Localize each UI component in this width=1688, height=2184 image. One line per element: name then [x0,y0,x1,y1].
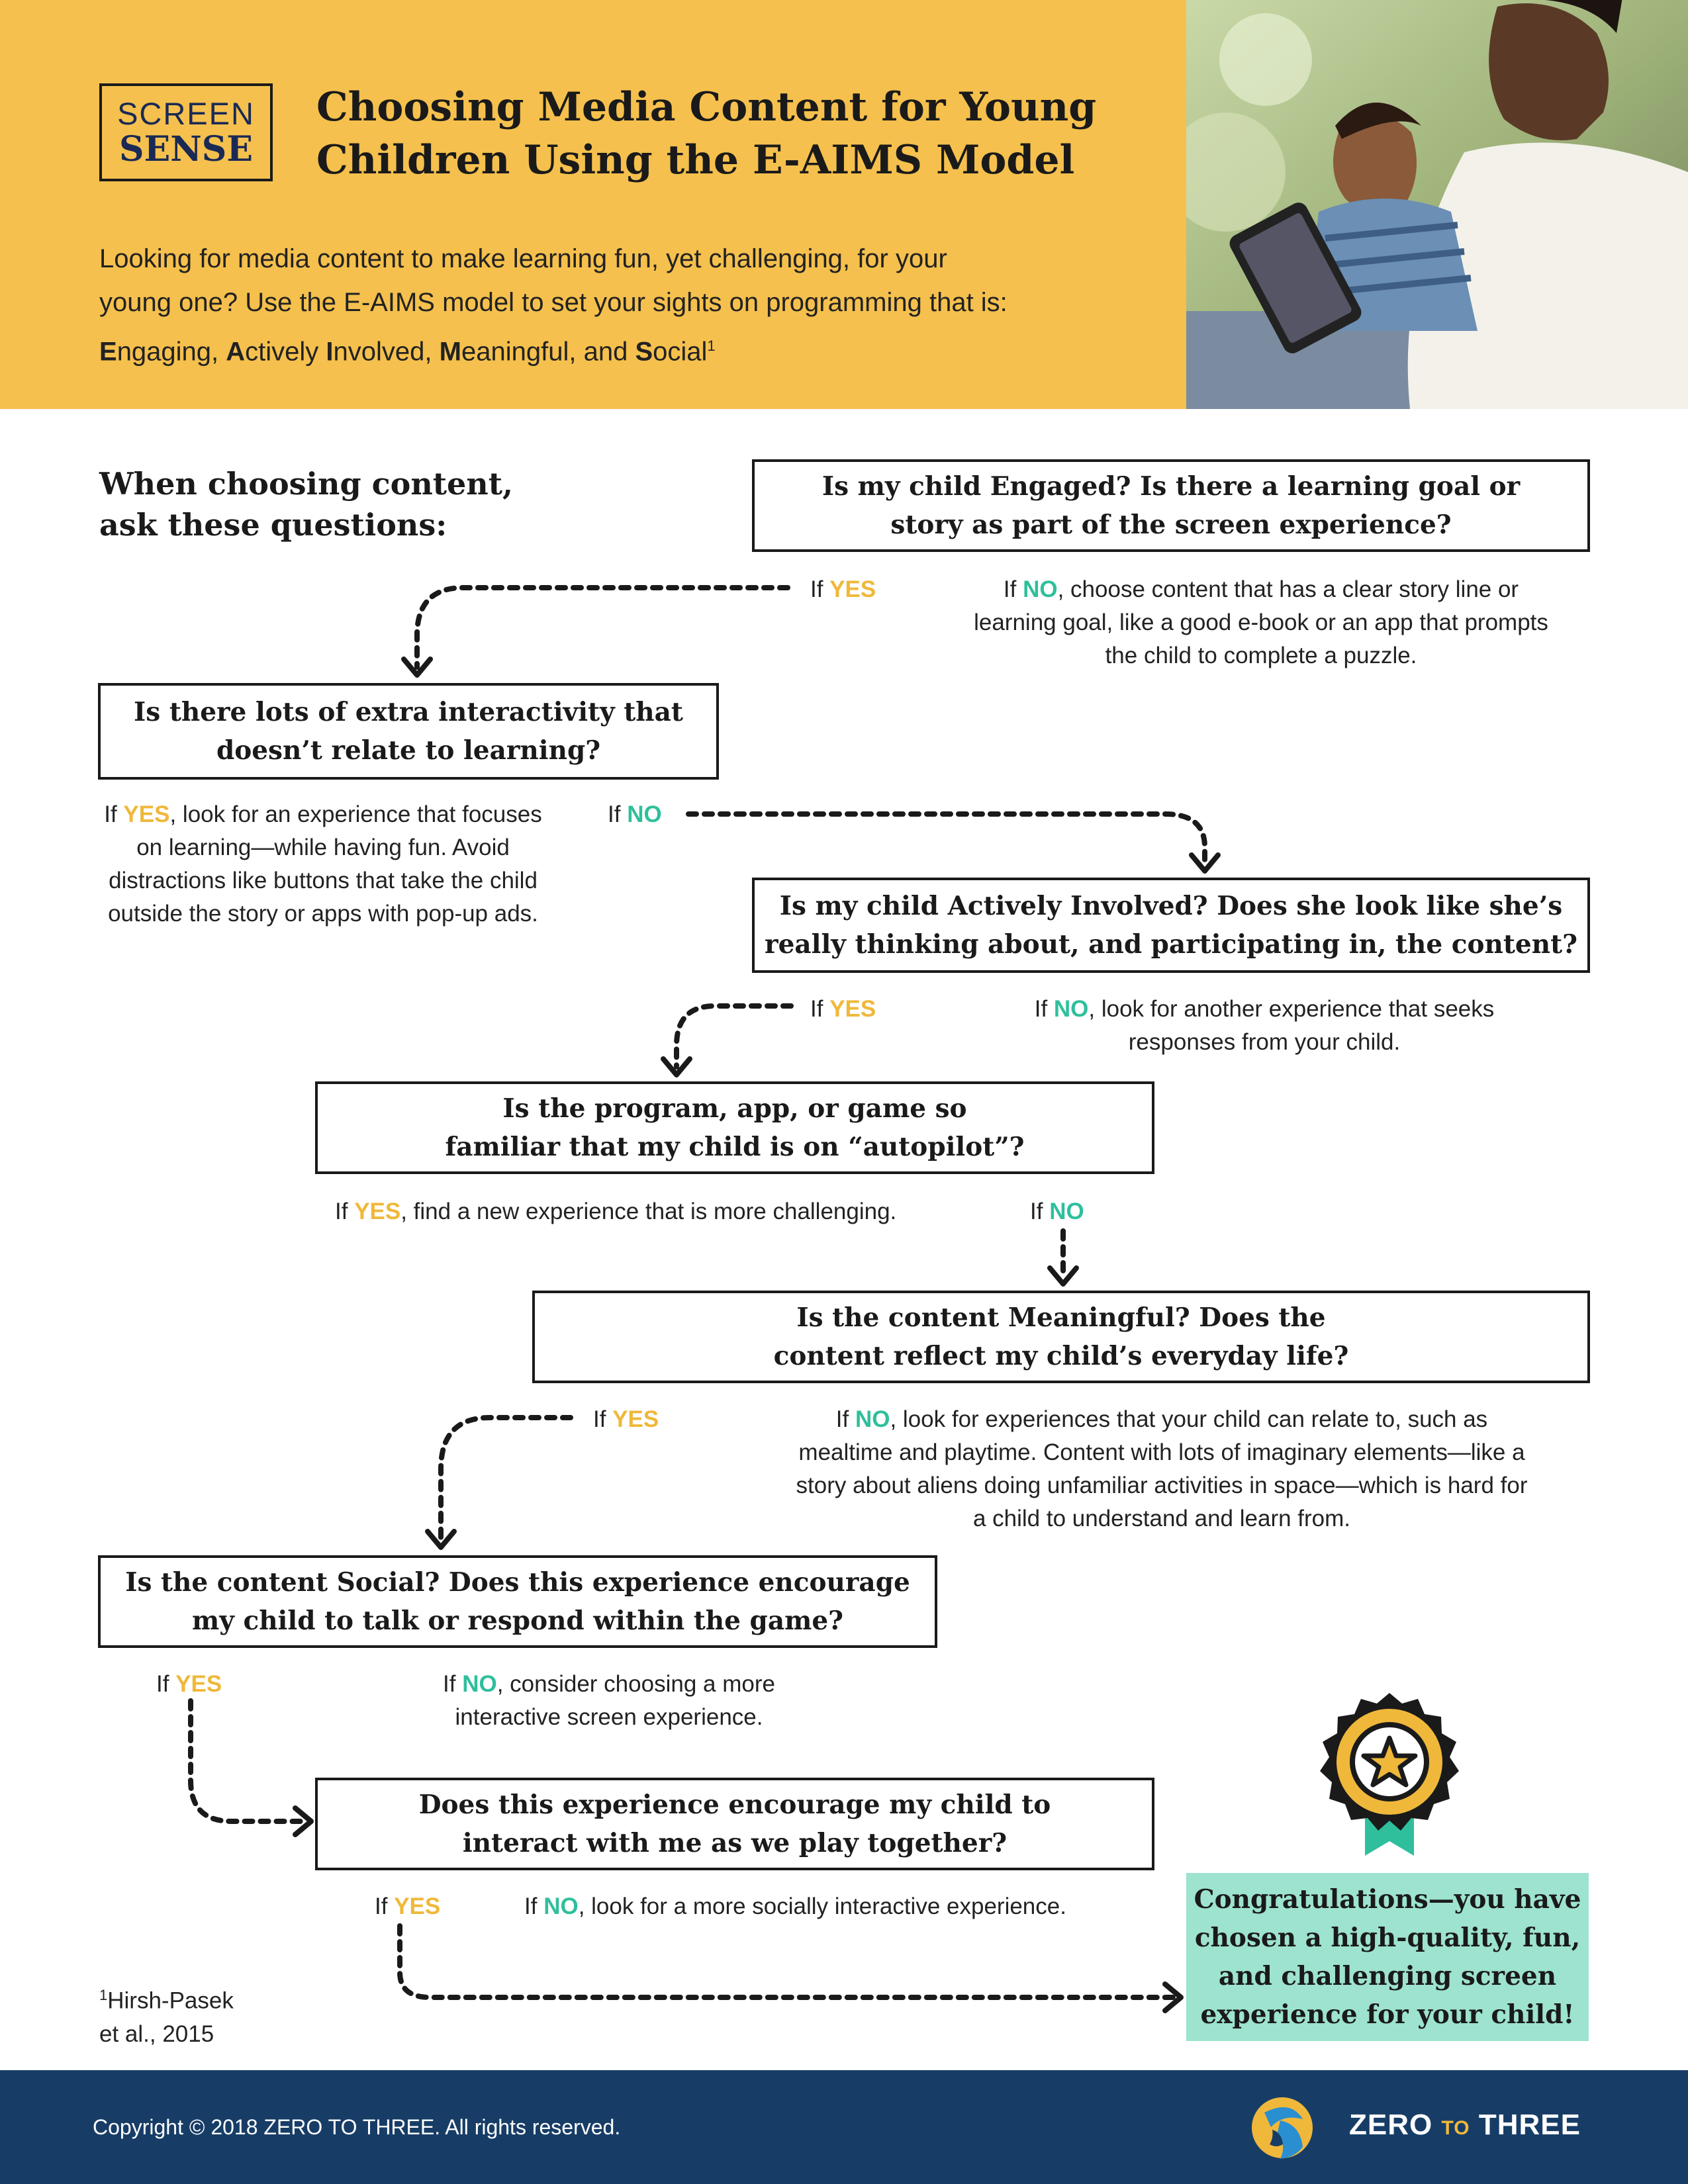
flow-heading-line2: ask these questions: [99,507,447,543]
eaims-initial: I [326,337,334,367]
q1-line2: story as part of the screen experience? [890,510,1452,540]
badge-line2: SENSE [119,129,253,169]
q7-no-advice: If NO, look for a more socially interactive experience. [524,1893,1066,1919]
title-line1: Choosing Media Content for Young [316,84,1097,130]
zero-to-three-logo [1246,2091,1319,2164]
eaims-word-rest: ctively [245,337,326,367]
question-autopilot-box [315,1081,1154,1174]
footnote-line2: et al., 2015 [99,2021,214,2047]
q5-no-advice: If NO, look for experiences that your child can relate to, such as mealtime and playtime. Content with lots of imaginary elements—like a story about aliens doing unfamiliar activities in space—which is hard for a child to understand and learn from. [796,1406,1528,1531]
question-extra-interactivity-box [98,683,719,780]
badge-line1: SCREEN [117,96,255,131]
arrowhead-q7 [295,1808,311,1835]
q6-no-advice: If NO, consider choosing a more interactive screen experience. [443,1671,775,1730]
footnote [99,1979,298,2051]
connector-q2-to-q3 [688,814,1205,863]
eaims-initial: M [439,337,461,367]
q1-line1: Is my child Engaged? Is there a learning goal or [821,471,1521,502]
q7-line2: interact with me as we play together? [462,1828,1008,1858]
q2-yes-advice: If YES, look for an experience that focuses on learning—while having fun. Avoid distractions like buttons that take the child outside the story or apps with pop-up ads. [104,801,542,927]
question-engaged-box [752,459,1590,552]
eaims-initial: A [226,337,246,367]
q2-if-no: If NO [608,801,662,827]
eaims-word-rest: nvolved, [333,337,440,367]
eaims-word-rest: ocial [653,337,708,367]
q4-line1: Is the program, app, or game so [502,1093,967,1124]
intro-line2: young one? Use the E-AIMS model to set your sights on programming that is: [99,288,1008,317]
q6-line1: Is the content Social? Does this experience encourage [125,1567,910,1598]
q4-if-no: If NO [1030,1199,1084,1224]
q4-line2: familiar that my child is on “autopilot”? [445,1132,1025,1162]
connector-q7-to-congrats [400,1926,1173,1997]
intro-line1: Looking for media content to make learning fun, yet challenging, for your [99,244,947,273]
question-interact-together-box [315,1778,1154,1870]
congrats-line3: and challenging screen [1218,1961,1557,1991]
q1-no-advice: If NO, choose content that has a clear story line or learning goal, like a good e-book or an app that prompts the child to complete a puzzle. [974,576,1548,668]
arrowhead-q5 [1050,1268,1076,1284]
q3-line1: Is my child Actively Involved? Does she look like she’s [779,891,1563,921]
q7-line1: Does this experience encourage my child to [418,1790,1051,1820]
question-social-box [98,1555,937,1648]
arrowhead-q2 [404,659,430,675]
congrats-line2: chosen a high-quality, fun, [1194,1923,1581,1953]
flow-heading [99,463,563,545]
arrowhead-q4 [663,1059,690,1075]
connector-q1-to-q2 [417,588,788,667]
footnote-mark: 1 [99,1987,108,2003]
flow-heading-line1: When choosing content, [99,466,513,502]
eaims-initial: S [635,337,653,367]
question-actively-involved-box [752,878,1590,973]
footnote-line1: Hirsh-Pasek [107,1987,234,2014]
eaims-word-rest: ngaging, [117,337,226,367]
connector-q6-to-q7 [191,1701,302,1821]
screen-sense-badge [99,83,273,181]
q5-line1: Is the content Meaningful? Does the [796,1302,1326,1333]
intro-text [99,237,1172,373]
q6-line2: my child to talk or respond within the game? [191,1606,844,1636]
congrats-line4: experience for your child! [1200,1999,1575,2030]
arrowhead-congrats [1165,1984,1181,2011]
q3-no-advice: If NO, look for another experience that seeks responses from your child. [1034,996,1495,1055]
q4-yes-advice: If YES, find a new experience that is more challenging. [335,1199,897,1224]
connector-q5-to-q6 [441,1418,571,1539]
title-line2: Children Using the E-AIMS Model [316,137,1075,183]
q3-if-yes: If YES [810,996,876,1022]
q5-if-yes: If YES [593,1406,659,1432]
question-meaningful-box [532,1291,1590,1383]
arrowhead-q6 [428,1531,454,1547]
q3-line2: really thinking about, and participating in, the content? [765,929,1577,960]
q1-if-yes: If YES [810,576,876,602]
arrowhead-q3 [1192,855,1218,871]
eaims-word-rest: eaningful, and [461,337,635,367]
q2-line1: Is there lots of extra interactivity that [134,697,683,727]
intro-line3 [99,324,1172,373]
q2-line2: doesn’t relate to learning? [216,735,601,766]
eaims-initial: E [99,337,117,367]
congrats-line1: Congratulations—you have [1194,1884,1581,1915]
zero-to-three-wordmark: ZERO TO THREE [1349,2109,1581,2141]
award-ribbon-star-icon [1313,1690,1466,1860]
eaims-list [99,337,707,366]
page-title [316,81,1177,187]
copyright-text: Copyright © 2018 ZERO TO THREE. All rights reserved. [93,2115,621,2139]
q6-if-yes: If YES [156,1671,222,1697]
q5-line2: content reflect my child’s everyday life? [773,1341,1349,1371]
connector-q3-to-q4 [677,1006,791,1067]
footnote-ref: 1 [707,338,716,354]
parent-child-tablet-photo [1186,0,1688,409]
q7-if-yes: If YES [375,1893,441,1919]
congratulations-box [1186,1873,1589,2041]
